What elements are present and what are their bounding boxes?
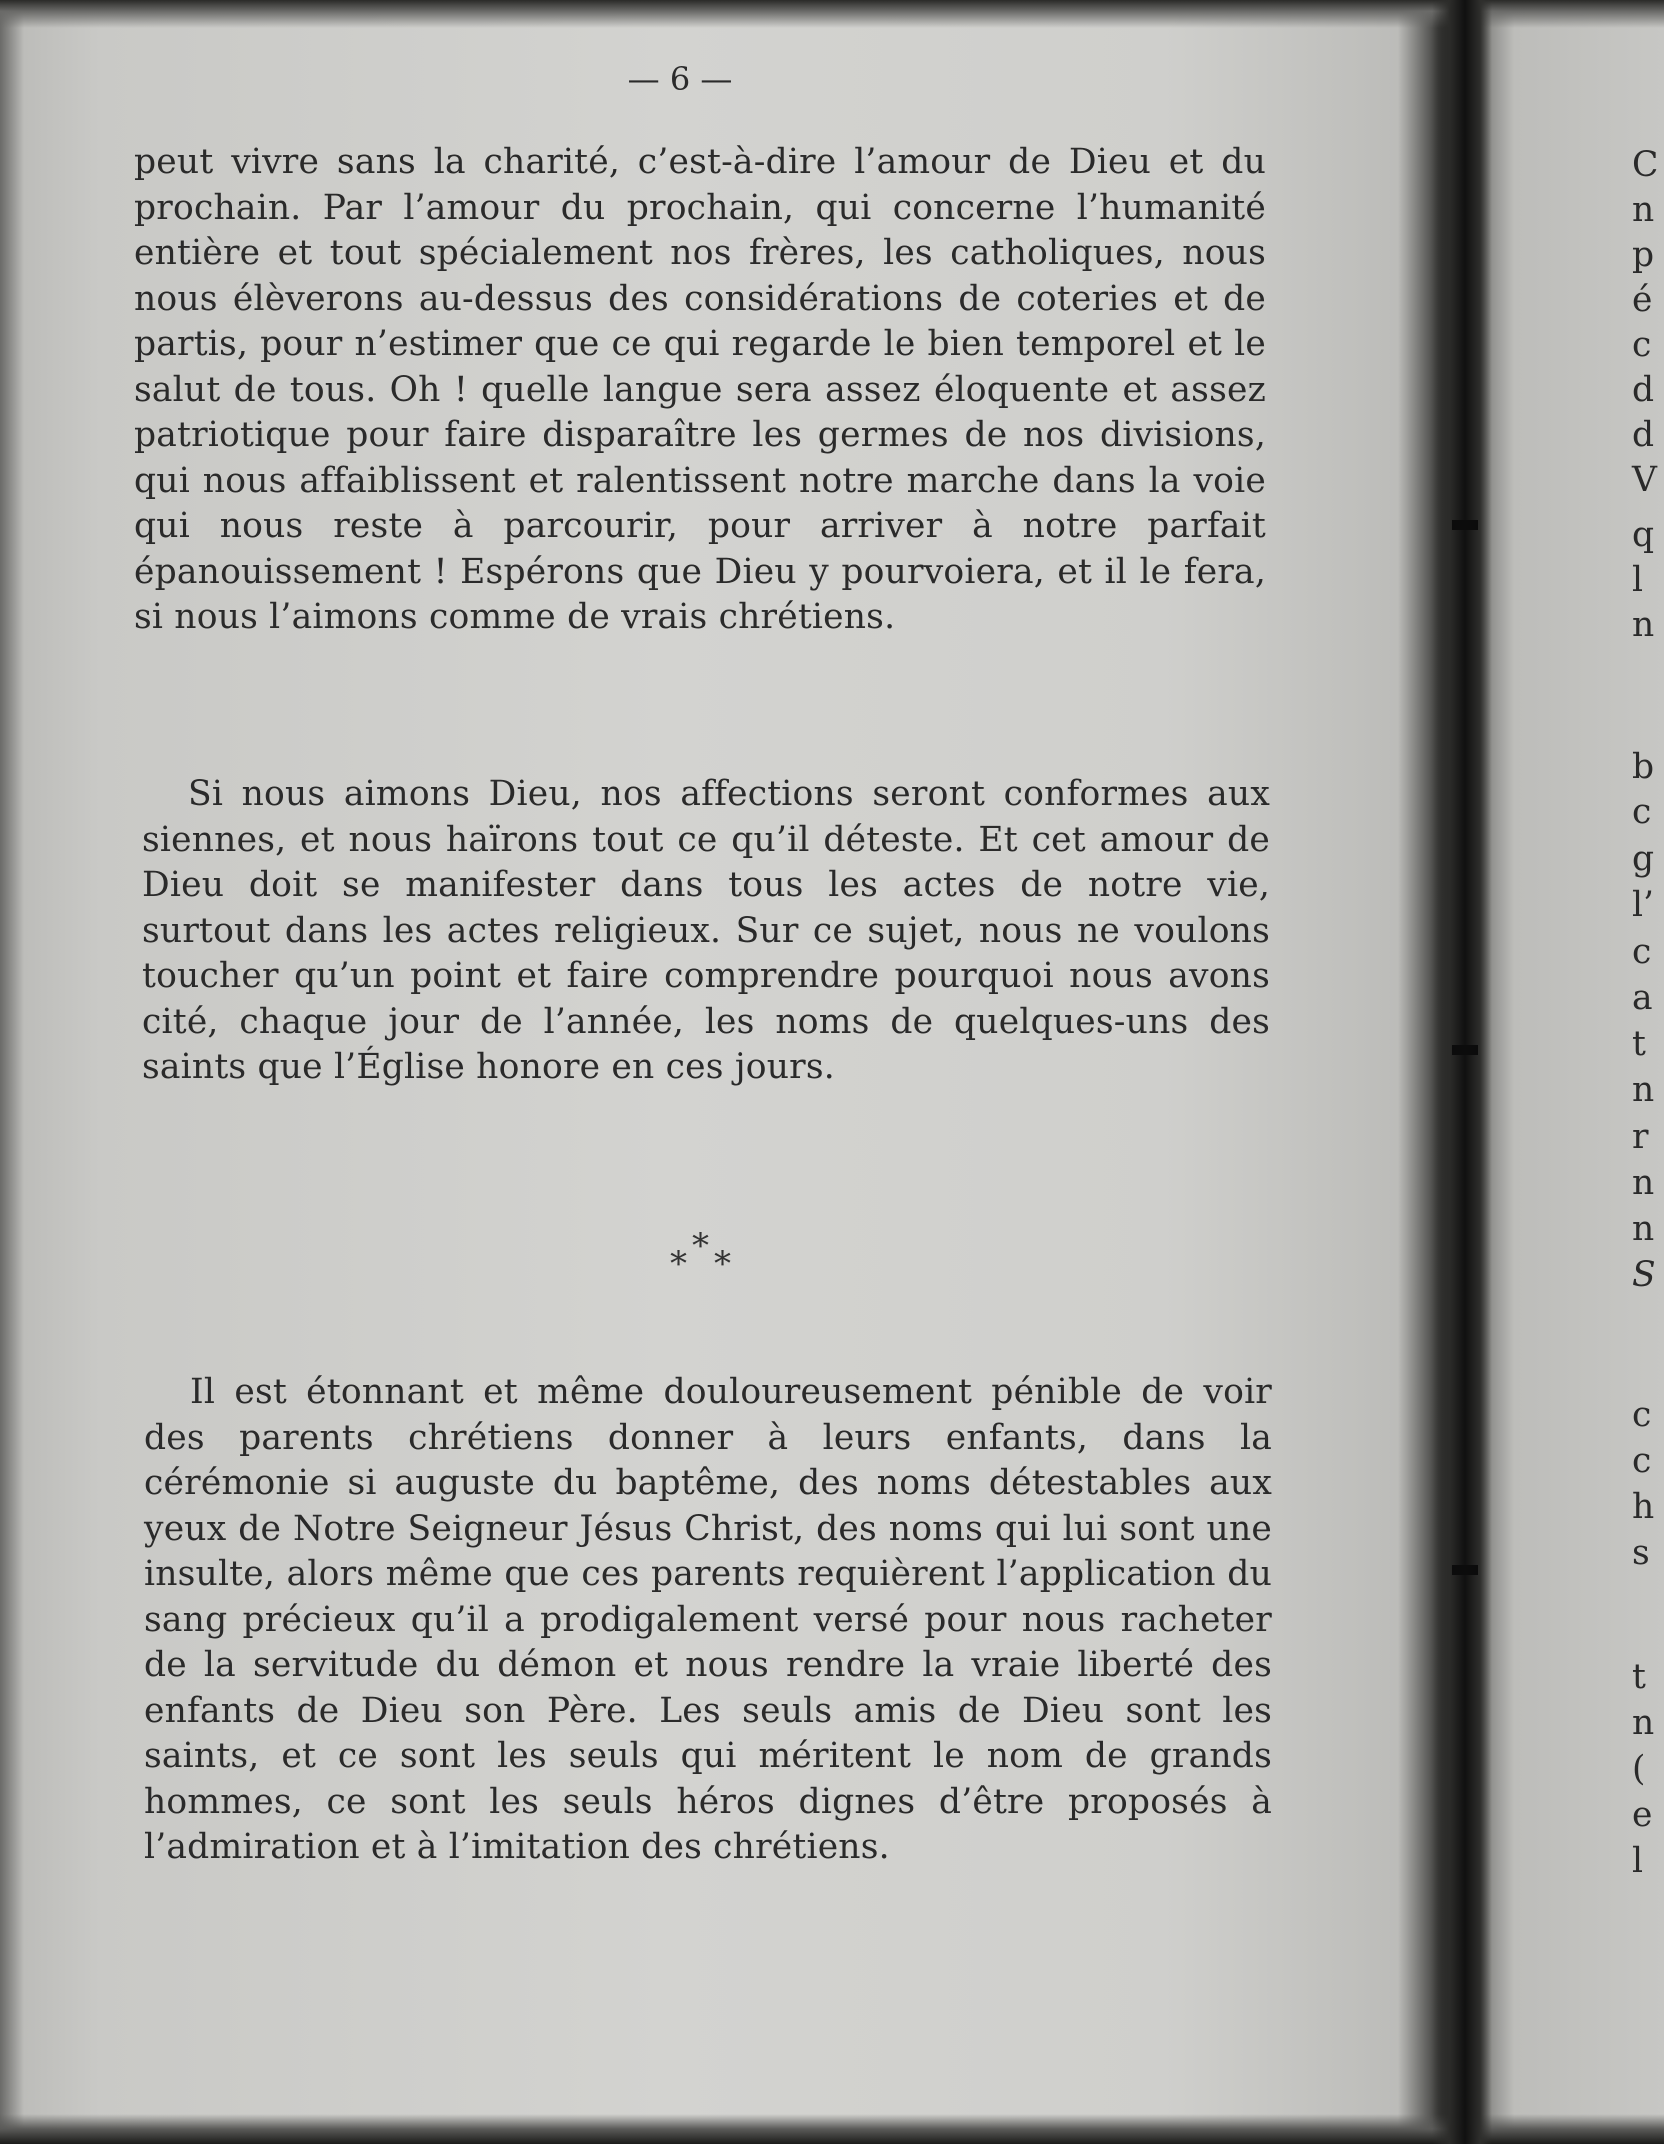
- right-page-edge: [1628, 0, 1664, 2144]
- right-page-fragment: é: [1632, 280, 1653, 320]
- right-page-fragment: c: [1632, 1395, 1652, 1435]
- right-page-fragment: l’: [1632, 885, 1655, 925]
- right-page-fragment: n: [1632, 605, 1655, 645]
- right-page-fragment: S: [1632, 1255, 1656, 1295]
- right-page-fragment: s: [1632, 1533, 1650, 1573]
- right-page-fragment: V: [1632, 460, 1657, 500]
- asterisk-left: *: [670, 1244, 687, 1284]
- right-page-fragment: c: [1632, 932, 1652, 972]
- right-page-fragment: q: [1632, 515, 1655, 555]
- right-page-fragment: l: [1632, 560, 1644, 600]
- asterisk-right: *: [714, 1244, 731, 1284]
- right-page-fragment: n: [1632, 190, 1655, 230]
- right-page-fragment: (: [1632, 1749, 1646, 1789]
- binding-stitch: [1452, 520, 1478, 530]
- top-shadow: [0, 0, 1664, 28]
- right-page-fragment: C: [1632, 145, 1659, 185]
- right-page-fragment: l: [1632, 1841, 1644, 1881]
- right-page-fragment: g: [1632, 839, 1655, 879]
- right-page-fragment: d: [1632, 415, 1655, 455]
- right-page-fragment: e: [1632, 1795, 1653, 1835]
- right-page-fragment: a: [1632, 978, 1653, 1018]
- book-spine: [1432, 0, 1492, 2144]
- page-number: — 6 —: [627, 60, 733, 98]
- right-page-fragment: p: [1632, 235, 1655, 275]
- right-page-fragment: r: [1632, 1117, 1649, 1157]
- right-page-fragment: d: [1632, 370, 1655, 410]
- right-page-fragment: c: [1632, 792, 1652, 832]
- right-page-fragment: t: [1632, 1024, 1646, 1064]
- binding-stitch: [1452, 1565, 1478, 1575]
- paragraph-baptism-names: Il est étonnant et même douloureusement pénible de voir des parents chrétiens donner à leurs enfants, dans la cérémonie si auguste du baptême, des noms détestables aux yeux de Notre Seigneur Jésus Christ, des noms qui lui sont une insulte, alors même que ces parents requièrent l’application du sang précieux qu’il a prodigalement versé pour nous racheter de la servitude du démon et nous rendre la vraie liberté des enfants de Dieu son Père. Les seuls amis de Dieu sont les saints, et ce sont les seuls qui méritent le nom de grands hommes, ce sont les seuls héros dignes d’être proposés à l’admiration et à l’imitation des chrétiens.: [144, 1372, 1272, 1867]
- right-page-fragment: n: [1632, 1703, 1655, 1743]
- right-page-fragment: t: [1632, 1657, 1646, 1697]
- paragraph-love-of-god: Si nous aimons Dieu, nos affections seront conformes aux siennes, et nous haïrons tout ce qu’il déteste. Et cet amour de Dieu doit se manifester dans tous les actes de notre vie, surtout dans les actes religieux. Sur ce sujet, nous ne voulons toucher qu’un point et faire comprendre pourquoi nous avons cité, chaque jour de l’année, les noms de quelques-uns des saints que l’Église honore en ces jours.: [142, 774, 1270, 1087]
- right-page-fragment: n: [1632, 1163, 1655, 1203]
- asterisk-top: *: [692, 1226, 709, 1266]
- asterism-ornament: [660, 1222, 740, 1282]
- bottom-shadow: [0, 2114, 1664, 2144]
- binding-stitch: [1452, 1045, 1478, 1055]
- right-page-fragment: c: [1632, 1441, 1652, 1481]
- right-page-fragment: b: [1632, 747, 1655, 787]
- right-page-fragment: n: [1632, 1209, 1655, 1249]
- right-page-fragment: n: [1632, 1070, 1655, 1110]
- paragraph-continuation: peut vivre sans la charité, c’est-à-dire l’amour de Dieu et du prochain. Par l’amour du prochain, qui concerne l’humanité entière et tout spécialement nos frères, les catholiques, nous nous élèverons au-dessus des considérations de coteries et de partis, pour n’estimer que ce qui regarde le bien temporel et le salut de tous. Oh ! quelle langue sera assez éloquente et assez patriotique pour faire disparaître les germes de nos divisions, qui nous affaiblissent et ralentissent notre marche dans la voie qui nous reste à parcourir, pour arriver à notre parfait épanouissement ! Espérons que Dieu y pourvoiera, et il le fera, si nous l’aimons comme de vrais chrétiens.: [134, 142, 1266, 637]
- right-page-fragment: h: [1632, 1487, 1655, 1527]
- right-page-fragment: c: [1632, 325, 1652, 365]
- page-left-edge: [0, 0, 24, 2144]
